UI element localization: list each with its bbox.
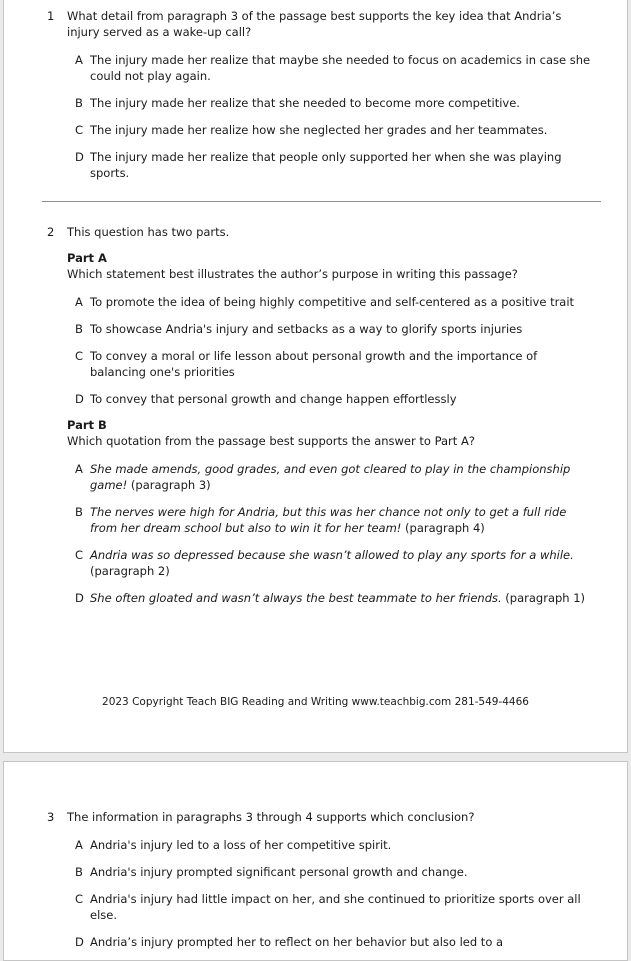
option-letter: A <box>75 53 83 67</box>
option-letter: C <box>75 349 84 363</box>
option-letter: B <box>75 322 83 336</box>
answer-option <box>75 504 595 536</box>
option-text: The injury made her realize that maybe she needed to focus on academics in case she could not play again. <box>90 53 591 83</box>
question-2 <box>47 224 595 606</box>
option-text <box>90 504 595 536</box>
option-text: To convey a moral or life lesson about personal growth and the importance of balancing one's priorities <box>90 349 538 379</box>
answer-option <box>75 547 595 579</box>
answer-option <box>75 391 595 407</box>
answer-option <box>75 461 595 493</box>
option-letter: B <box>75 96 83 110</box>
option-citation: (paragraph 1) <box>501 591 586 605</box>
option-letter: B <box>75 505 83 519</box>
option-citation: (paragraph 4) <box>401 521 485 535</box>
option-quote: The nerves were high for Andria, but this was her chance not only to get a full ride from her dream school but also to win it for her team! <box>90 505 567 535</box>
question-number: 2 <box>47 225 55 239</box>
question-divider <box>42 201 601 202</box>
part-b-header: Part B <box>67 418 107 432</box>
answer-option <box>75 122 595 138</box>
question-body <box>67 8 595 181</box>
option-text <box>90 590 595 606</box>
answer-option <box>75 348 595 380</box>
option-letter: C <box>75 892 84 906</box>
option-quote: Andria was so depressed because she wasn’t allowed to play any sports for a while. <box>90 548 574 562</box>
answer-option <box>75 321 595 337</box>
answer-option <box>75 52 595 84</box>
part-a-header: Part A <box>67 251 107 265</box>
option-letter: C <box>75 548 84 562</box>
option-text <box>90 461 595 493</box>
answer-option <box>75 95 595 111</box>
question-intro: This question has two parts. <box>67 225 230 239</box>
answer-option <box>75 837 595 853</box>
part-b-question: Which quotation from the passage best supports the answer to Part A? <box>67 434 475 448</box>
option-text <box>90 547 595 579</box>
question-number: 1 <box>47 9 55 23</box>
option-letter: D <box>75 591 84 605</box>
option-quote: She made amends, good grades, and even got cleared to play in the championship game! <box>90 462 571 492</box>
option-letter: A <box>75 838 83 852</box>
copyright-footer: 2023 Copyright Teach BIG Reading and Writing www.teachbig.com 281-549-4466 <box>102 696 529 708</box>
option-text: The injury made her realize that she needed to become more competitive. <box>90 96 520 110</box>
option-text: To showcase Andria's injury and setbacks as a way to glorify sports injuries <box>90 322 523 336</box>
option-quote: She often gloated and wasn’t always the best teammate to her friends. <box>90 591 502 605</box>
option-text: Andria's injury prompted significant personal growth and change. <box>90 865 468 879</box>
document-page-1 <box>3 0 628 753</box>
question-body <box>67 224 595 606</box>
question-1 <box>47 8 595 181</box>
option-letter: D <box>75 150 84 164</box>
question-number: 3 <box>47 810 55 824</box>
answer-option <box>75 294 595 310</box>
question-text: The information in paragraphs 3 through 4 supports which conclusion? <box>67 810 475 824</box>
option-text: Andria’s injury prompted her to reflect on her behavior but also led to a <box>90 935 504 949</box>
option-letter: A <box>75 295 83 309</box>
option-text: The injury made her realize that people only supported her when she was playing sports. <box>90 150 562 180</box>
option-letter: D <box>75 392 84 406</box>
answer-option <box>75 934 595 950</box>
option-text: To promote the idea of being highly competitive and self-centered as a positive trait <box>90 295 575 309</box>
option-letter: D <box>75 935 84 949</box>
option-letter: B <box>75 865 83 879</box>
answer-option <box>75 149 595 181</box>
option-text: To convey that personal growth and change happen effortlessly <box>90 392 457 406</box>
question-body <box>67 809 595 950</box>
option-text: The injury made her realize how she neglected her grades and her teammates. <box>90 123 548 137</box>
option-citation: (paragraph 3) <box>127 478 211 492</box>
option-text: Andria's injury had little impact on her, and she continued to prioritize sports over all else. <box>90 892 581 922</box>
answer-option <box>75 864 595 880</box>
option-citation: (paragraph 2) <box>90 564 170 578</box>
question-text: What detail from paragraph 3 of the passage best supports the key idea that Andria’s injury served as a wake-up call? <box>67 9 562 39</box>
option-letter: C <box>75 123 84 137</box>
question-3 <box>47 809 595 950</box>
answer-option <box>75 590 595 606</box>
document-page-2 <box>3 761 628 961</box>
option-letter: A <box>75 462 83 476</box>
answer-option <box>75 891 595 923</box>
option-text: Andria's injury led to a loss of her competitive spirit. <box>90 838 392 852</box>
part-a-question: Which statement best illustrates the author’s purpose in writing this passage? <box>67 267 518 281</box>
